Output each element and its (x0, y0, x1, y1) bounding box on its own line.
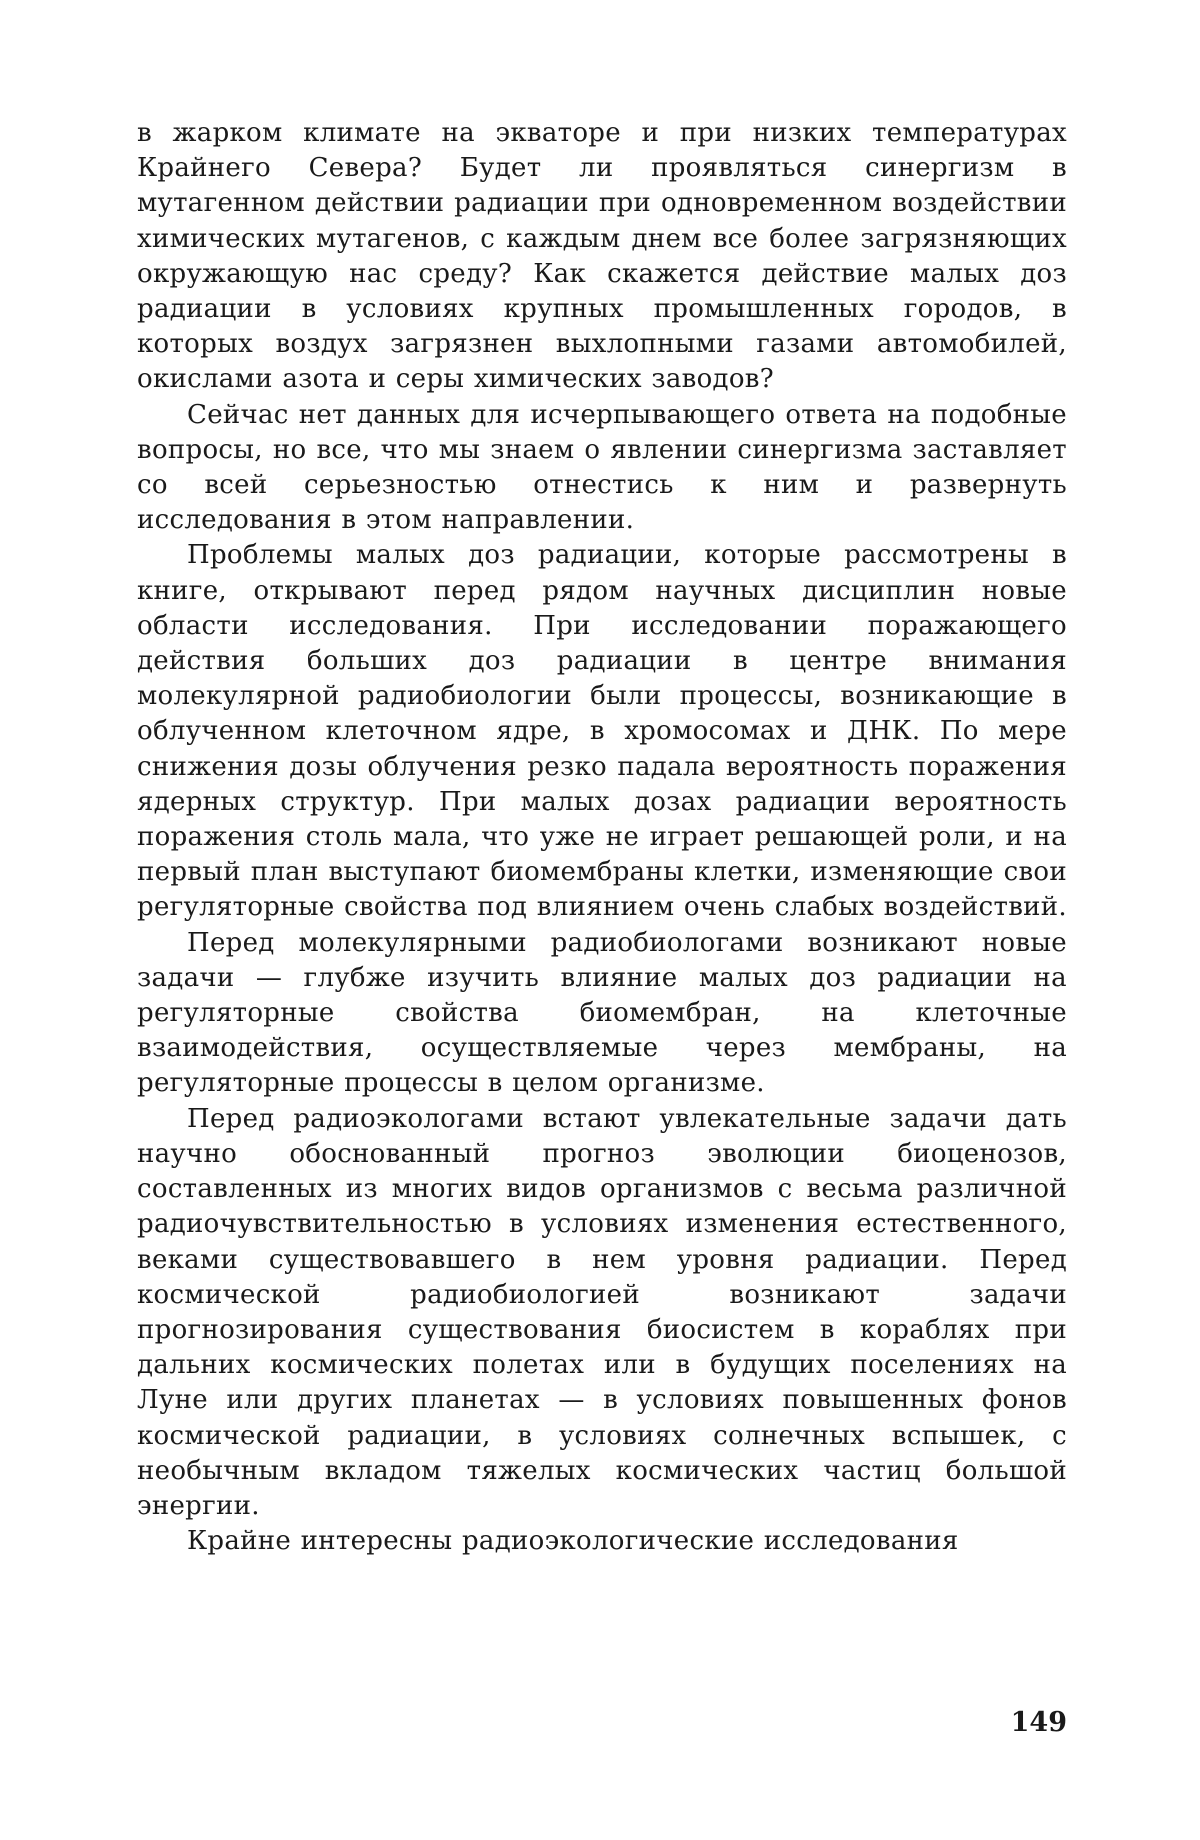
paragraph: Крайне интересны радиоэкологические исследования (137, 1524, 1067, 1559)
paragraph-continuation: в жарком климате на экваторе и при низких температурах Крайнего Севера? Будет ли проявляться синергизм в мутагенном действии радиации при одновременном воздействии химических мутагенов, с каждым днем все более загрязняющих окружающую нас среду? Как скажется действие малых доз радиации в условиях крупных промышленных городов, в которых воздух загрязнен выхлопными газами автомобилей, окислами азота и серы химических заводов? (137, 116, 1067, 398)
body-text (137, 116, 1067, 1559)
paragraph: Перед радиоэкологами встают увлекательные задачи дать научно обоснованный прогноз эволюции биоценозов, составленных из многих видов организмов с весьма различной радиочувствительностью в условиях изменения естественного, веками существовавшего в нем уровня радиации. Перед космической радиобиологией возникают задачи прогнозирования существования биосистем в кораблях при дальних космических полетах или в будущих поселениях на Луне или других планетах — в условиях повышенных фонов космической радиации, в условиях солнечных вспышек, с необычным вкладом тяжелых космических частиц большой энергии. (137, 1102, 1067, 1524)
paragraph: Сейчас нет данных для исчерпывающего ответа на подобные вопросы, но все, что мы знаем о явлении синергизма заставляет со всей серьезностью отнестись к ним и развернуть исследования в этом направлении. (137, 398, 1067, 539)
book-page (0, 0, 1200, 1840)
paragraph: Проблемы малых доз радиации, которые рассмотрены в книге, открывают перед рядом научных дисциплин новые области исследования. При исследовании поражающего действия больших доз радиации в центре внимания молекулярной радиобиологии были процессы, возникающие в облученном клеточном ядре, в хромосомах и ДНК. По мере снижения дозы облучения резко падала вероятность поражения ядерных структур. При малых дозах радиации вероятность поражения столь мала, что уже не играет решающей роли, и на первый план выступают биомембраны клетки, изменяющие свои регуляторные свойства под влиянием очень слабых воздействий. (137, 538, 1067, 925)
page-number: 149 (990, 1707, 1067, 1738)
paragraph: Перед молекулярными радиобиологами возникают новые задачи — глубже изучить влияние малых доз радиации на регуляторные свойства биомембран, на клеточные взаимодействия, осуществляемые через мембраны, на регуляторные процессы в целом организме. (137, 926, 1067, 1102)
